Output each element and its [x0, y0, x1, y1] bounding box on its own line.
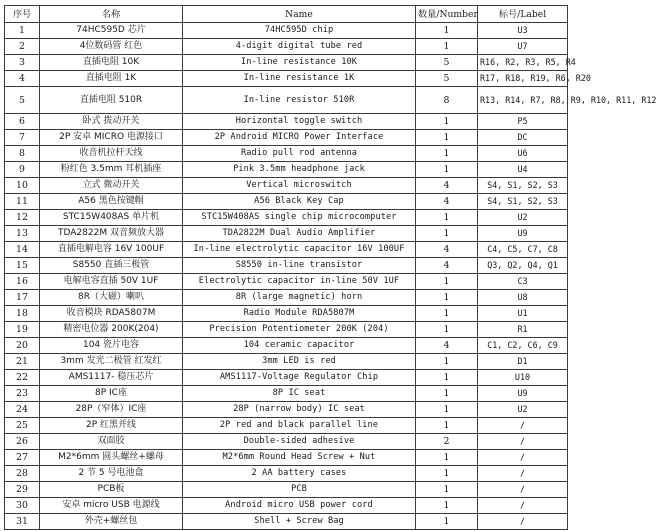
row-seq-cell: 7 — [5, 130, 40, 146]
row-name-en-cell: In-line resistance 1K — [183, 71, 416, 87]
row-name-en-cell: In-line electrolytic capacitor 16V 100UF — [183, 242, 416, 258]
row-name-zh-cell: 2P 安卓 MICRO 电源接口 — [40, 130, 183, 146]
row-seq-cell: 26 — [5, 434, 40, 450]
row-qty-cell: 1 — [416, 39, 478, 55]
row-name-en-cell: Pink 3.5mm headphone jack — [183, 162, 416, 178]
row-name-en-cell: Android micro USB power cord — [183, 498, 416, 514]
row-name-zh-cell: 4位数码管 红色 — [40, 39, 183, 55]
row-seq-cell: 13 — [5, 226, 40, 242]
row-label-cell: / — [478, 434, 568, 450]
row-label-cell: DC — [478, 130, 568, 146]
row-label-cell: / — [478, 418, 568, 434]
row-seq-cell: 17 — [5, 290, 40, 306]
row-label-cell: U1 — [478, 306, 568, 322]
row-name-en-cell: Electrolytic capacitor in-line 50V 1UF — [183, 274, 416, 290]
table-row — [5, 23, 568, 39]
row-qty-cell: 4 — [416, 338, 478, 354]
row-seq-cell: 30 — [5, 498, 40, 514]
row-qty-cell: 1 — [416, 23, 478, 39]
row-label-cell: / — [478, 482, 568, 498]
row-name-zh-cell: 28P（窄体）IC座 — [40, 402, 183, 418]
row-label-cell: U8 — [478, 290, 568, 306]
row-name-en-cell: 8R (large magnetic) horn — [183, 290, 416, 306]
table-row — [5, 386, 568, 402]
row-seq-cell: 24 — [5, 402, 40, 418]
row-seq-cell: 18 — [5, 306, 40, 322]
row-name-en-cell: 4-digit digital tube red — [183, 39, 416, 55]
row-qty-cell: 1 — [416, 210, 478, 226]
table-row — [5, 210, 568, 226]
row-seq-cell: 15 — [5, 258, 40, 274]
row-seq-cell: 25 — [5, 418, 40, 434]
row-label-cell: D1 — [478, 354, 568, 370]
row-label-cell: R1 — [478, 322, 568, 338]
row-name-en-cell: Precision Potentiometer 200K (204) — [183, 322, 416, 338]
row-label-cell: / — [478, 466, 568, 482]
row-qty-cell: 1 — [416, 162, 478, 178]
table-row — [5, 434, 568, 450]
row-name-zh-cell: 卧式 拨动开关 — [40, 114, 183, 130]
row-name-zh-cell: 2P 红黑并线 — [40, 418, 183, 434]
row-seq-cell: 20 — [5, 338, 40, 354]
row-seq-cell: 2 — [5, 39, 40, 55]
row-label-cell: P5 — [478, 114, 568, 130]
row-label-cell: R16, R2, R3, R5, R4 — [478, 55, 568, 71]
table-row — [5, 178, 568, 194]
row-label-cell: C4, C5, C7, C8 — [478, 242, 568, 258]
row-seq-cell: 22 — [5, 370, 40, 386]
row-label-cell: U3 — [478, 23, 568, 39]
row-qty-cell: 5 — [416, 71, 478, 87]
row-name-zh-cell: 直插电阻 10K — [40, 55, 183, 71]
row-qty-cell: 4 — [416, 242, 478, 258]
row-name-en-cell: Vertical microswitch — [183, 178, 416, 194]
table-row — [5, 482, 568, 498]
row-name-en-cell: Horizontal toggle switch — [183, 114, 416, 130]
table-row — [5, 498, 568, 514]
row-qty-cell: 4 — [416, 178, 478, 194]
row-qty-cell: 1 — [416, 130, 478, 146]
row-name-zh-cell: 74HC595D 芯片 — [40, 23, 183, 39]
row-name-en-cell: M2*6mm Round Head Screw + Nut — [183, 450, 416, 466]
row-name-en-cell: Shell + Screw Bag — [183, 514, 416, 530]
row-seq-cell: 19 — [5, 322, 40, 338]
row-name-zh-cell: 3mm 发光二极管 红发红 — [40, 354, 183, 370]
row-name-zh-cell: 收音机拉杆天线 — [40, 146, 183, 162]
row-name-zh-cell: AMS1117- 稳压芯片 — [40, 370, 183, 386]
row-name-zh-cell: STC15W408AS 单片机 — [40, 210, 183, 226]
row-name-en-cell: Radio pull rod antenna — [183, 146, 416, 162]
row-name-en-cell: 74HC595D chip — [183, 23, 416, 39]
row-name-zh-cell: PCB板 — [40, 482, 183, 498]
row-qty-cell: 1 — [416, 290, 478, 306]
table-row — [5, 226, 568, 242]
row-label-cell: S4, S1, S2, S3 — [478, 194, 568, 210]
row-name-zh-cell: 直插电解电容 16V 100UF — [40, 242, 183, 258]
row-label-cell: U2 — [478, 210, 568, 226]
row-label-cell: U4 — [478, 162, 568, 178]
row-qty-cell: 1 — [416, 146, 478, 162]
row-qty-cell: 1 — [416, 274, 478, 290]
row-name-zh-cell: 收音模块 RDA5807M — [40, 306, 183, 322]
row-seq-cell: 12 — [5, 210, 40, 226]
row-seq-cell: 29 — [5, 482, 40, 498]
row-name-zh-cell: 8R（大磁）喇叭 — [40, 290, 183, 306]
row-label-cell: R17, R18, R19, R6, R20 — [478, 71, 568, 87]
row-name-zh-cell: 电解电容直插 50V 1UF — [40, 274, 183, 290]
row-qty-cell: 4 — [416, 194, 478, 210]
row-qty-cell: 1 — [416, 514, 478, 530]
row-qty-cell: 1 — [416, 466, 478, 482]
row-name-en-cell: 3mm LED is red — [183, 354, 416, 370]
row-seq-cell: 6 — [5, 114, 40, 130]
table-row — [5, 87, 568, 114]
table-row — [5, 162, 568, 178]
table-row — [5, 466, 568, 482]
row-qty-cell: 4 — [416, 258, 478, 274]
row-label-cell: / — [478, 514, 568, 530]
row-name-zh-cell: TDA2822M 双音频放大器 — [40, 226, 183, 242]
row-name-en-cell: 104 ceramic capacitor — [183, 338, 416, 354]
row-qty-cell: 5 — [416, 55, 478, 71]
row-qty-cell: 1 — [416, 386, 478, 402]
bom-table — [4, 5, 656, 530]
row-name-en-cell: 8P IC seat — [183, 386, 416, 402]
row-seq-cell: 16 — [5, 274, 40, 290]
row-name-zh-cell: 精密电位器 200K(204) — [40, 322, 183, 338]
row-name-zh-cell: 双面胶 — [40, 434, 183, 450]
row-seq-cell: 3 — [5, 55, 40, 71]
row-name-en-cell: TDA2822M Dual Audio Amplifier — [183, 226, 416, 242]
bom-table-body — [5, 23, 656, 530]
row-name-zh-cell: M2*6mm 圆头螺丝+螺母 — [40, 450, 183, 466]
row-name-zh-cell: 立式 微动开关 — [40, 178, 183, 194]
row-label-cell: U6 — [478, 146, 568, 162]
row-seq-cell: 23 — [5, 386, 40, 402]
table-row — [5, 450, 568, 466]
row-seq-cell: 10 — [5, 178, 40, 194]
row-name-en-cell: S8550 in-line transistor — [183, 258, 416, 274]
row-name-en-cell: A56 Black Key Cap — [183, 194, 416, 210]
row-name-en-cell: 2 AA battery cases — [183, 466, 416, 482]
row-label-cell: C3 — [478, 274, 568, 290]
row-qty-cell: 1 — [416, 114, 478, 130]
table-row — [5, 114, 568, 130]
row-name-en-cell: Double-sided adhesive — [183, 434, 416, 450]
row-name-zh-cell: 直插电阻 510R — [40, 87, 183, 114]
row-name-zh-cell: S8550 直插三极管 — [40, 258, 183, 274]
table-row — [5, 242, 568, 258]
table-row — [5, 146, 568, 162]
row-label-cell: / — [478, 498, 568, 514]
row-name-zh-cell: 安卓 micro USB 电源线 — [40, 498, 183, 514]
row-qty-cell: 1 — [416, 482, 478, 498]
table-row — [5, 338, 568, 354]
row-seq-cell: 28 — [5, 466, 40, 482]
table-row — [5, 306, 568, 322]
row-name-en-cell: AMS1117-Voltage Regulator Chip — [183, 370, 416, 386]
table-row — [5, 130, 568, 146]
row-seq-cell: 14 — [5, 242, 40, 258]
header-name-zh: 名称 — [40, 6, 183, 23]
header-qty: 数量/Number — [416, 6, 478, 23]
row-name-zh-cell: 104 瓷片电容 — [40, 338, 183, 354]
table-row — [5, 258, 568, 274]
table-row — [5, 194, 568, 210]
row-name-en-cell: 28P (narrow body) IC seat — [183, 402, 416, 418]
row-seq-cell: 5 — [5, 87, 40, 114]
row-seq-cell: 31 — [5, 514, 40, 530]
header-name-en: Name — [183, 6, 416, 23]
row-name-en-cell: Radio Module RDA5807M — [183, 306, 416, 322]
table-row — [5, 322, 568, 338]
row-name-zh-cell: 2 节 5 号电池盒 — [40, 466, 183, 482]
row-name-en-cell: In-line resistance 10K — [183, 55, 416, 71]
row-qty-cell: 1 — [416, 450, 478, 466]
row-name-en-cell: 2P Android MICRO Power Interface — [183, 130, 416, 146]
row-qty-cell: 1 — [416, 402, 478, 418]
table-row — [5, 514, 568, 530]
row-name-zh-cell: 粉红色 3.5mm 耳机插座 — [40, 162, 183, 178]
row-qty-cell: 1 — [416, 498, 478, 514]
row-seq-cell: 9 — [5, 162, 40, 178]
row-qty-cell: 1 — [416, 418, 478, 434]
row-qty-cell: 1 — [416, 370, 478, 386]
row-label-cell: U2 — [478, 402, 568, 418]
table-row — [5, 71, 568, 87]
table-row — [5, 354, 568, 370]
row-qty-cell: 8 — [416, 87, 478, 114]
row-name-zh-cell: A56 黑色按键帽 — [40, 194, 183, 210]
row-label-cell: / — [478, 450, 568, 466]
row-name-en-cell: STC15W408AS single chip microcomputer — [183, 210, 416, 226]
row-seq-cell: 8 — [5, 146, 40, 162]
table-row — [5, 39, 568, 55]
table-row — [5, 402, 568, 418]
row-name-zh-cell: 外壳+螺丝包 — [40, 514, 183, 530]
row-seq-cell: 4 — [5, 71, 40, 87]
table-row — [5, 274, 568, 290]
table-row — [5, 418, 568, 434]
header-row — [5, 6, 568, 23]
header-seq: 序号 — [5, 6, 40, 23]
row-name-zh-cell: 8P IC座 — [40, 386, 183, 402]
table-row — [5, 55, 568, 71]
row-label-cell: U9 — [478, 226, 568, 242]
row-qty-cell: 1 — [416, 322, 478, 338]
row-label-cell: R13, R14, R7, R8, R9, R10, R11, R12 — [478, 87, 568, 114]
row-qty-cell: 1 — [416, 354, 478, 370]
bom-table-header — [5, 6, 568, 23]
row-qty-cell: 1 — [416, 226, 478, 242]
row-seq-cell: 21 — [5, 354, 40, 370]
row-name-en-cell: PCB — [183, 482, 416, 498]
row-label-cell: Q3, Q2, Q4, Q1 — [478, 258, 568, 274]
row-label-cell: C1, C2, C6, C9 — [478, 338, 568, 354]
row-seq-cell: 1 — [5, 23, 40, 39]
row-label-cell: U7 — [478, 39, 568, 55]
table-row — [5, 290, 568, 306]
row-name-en-cell: 2P red and black parallel line — [183, 418, 416, 434]
table-row — [5, 370, 568, 386]
row-qty-cell: 2 — [416, 434, 478, 450]
row-label-cell: U9 — [478, 386, 568, 402]
row-seq-cell: 27 — [5, 450, 40, 466]
row-label-cell: S4, S1, S2, S3 — [478, 178, 568, 194]
row-qty-cell: 1 — [416, 306, 478, 322]
header-label: 标号/Label — [478, 6, 568, 23]
row-name-zh-cell: 直插电阻 1K — [40, 71, 183, 87]
row-name-en-cell: In-line resistor 510R — [183, 87, 416, 114]
row-seq-cell: 11 — [5, 194, 40, 210]
row-label-cell: U10 — [478, 370, 568, 386]
bom-sheet — [4, 5, 656, 530]
